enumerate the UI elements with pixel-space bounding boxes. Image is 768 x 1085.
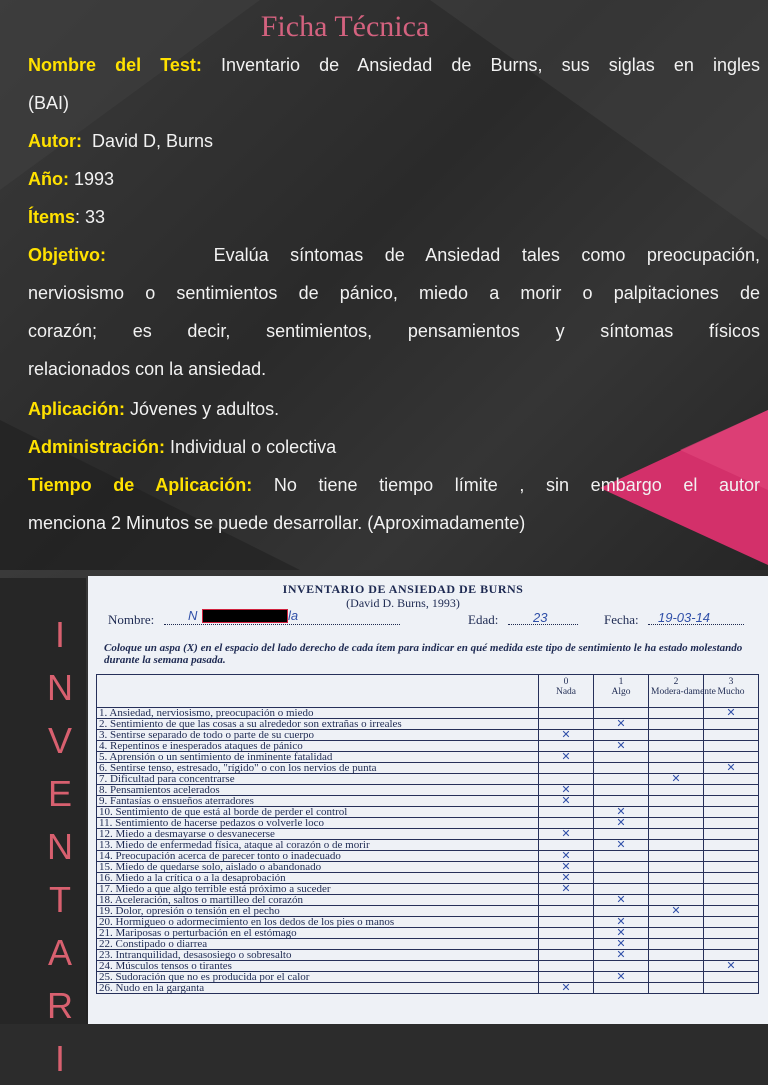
scanned-form xyxy=(88,576,768,1024)
answer-cell xyxy=(649,862,704,873)
field-author xyxy=(28,122,760,160)
item-text: 14. Preocupación acerca de parecer tonto o inadecuado xyxy=(97,851,539,862)
x-mark-icon: ✕ xyxy=(616,949,626,961)
answer-cell xyxy=(704,928,759,939)
answer-cell xyxy=(704,708,759,719)
answer-cell xyxy=(539,818,594,829)
answer-cell xyxy=(539,719,594,730)
table-row xyxy=(97,851,759,862)
field-items xyxy=(28,198,760,236)
item-text: 12. Miedo a desmayarse o desvanecerse xyxy=(97,829,539,840)
table-row xyxy=(97,884,759,895)
table-row xyxy=(97,796,759,807)
answer-cell xyxy=(539,972,594,983)
answer-cell xyxy=(539,895,594,906)
answer-cell xyxy=(594,719,649,730)
item-text: 3. Sentirse separado de todo o parte de su cuerpo xyxy=(97,730,539,741)
column-header xyxy=(649,675,716,708)
answer-cell xyxy=(649,807,704,818)
field-application-time xyxy=(28,466,760,542)
column-header xyxy=(594,675,649,708)
x-mark-icon: ✕ xyxy=(616,817,626,829)
column-label: Modera-damente xyxy=(651,687,716,697)
answer-cell xyxy=(539,950,594,961)
answer-cell xyxy=(649,961,704,972)
answer-cell xyxy=(539,840,594,851)
answer-cell xyxy=(649,917,704,928)
table-row xyxy=(97,928,759,939)
answer-cell xyxy=(649,873,704,884)
answer-cell xyxy=(594,829,649,840)
column-number: 1 xyxy=(618,677,624,687)
table-row xyxy=(97,950,759,961)
answer-cell xyxy=(649,983,704,994)
answer-cell xyxy=(649,730,704,741)
table-row xyxy=(97,961,759,972)
answer-cell xyxy=(704,763,759,774)
table-row xyxy=(97,829,759,840)
x-mark-icon: ✕ xyxy=(561,751,571,763)
x-mark-icon: ✕ xyxy=(561,729,571,741)
item-text: 9. Fantasías o ensueños aterradores xyxy=(97,796,539,807)
item-text: 11. Sentimiento de hacerse pedazos o volverle loco xyxy=(97,818,539,829)
answer-cell xyxy=(649,752,704,763)
x-mark-icon: ✕ xyxy=(561,850,571,862)
field-administration xyxy=(28,428,760,466)
column-number: 2 xyxy=(673,677,679,687)
answer-cell xyxy=(704,983,759,994)
answer-cell xyxy=(539,763,594,774)
x-mark-icon: ✕ xyxy=(561,872,571,884)
item-text: 20. Hormigueo o adormecimiento en los dedos de los pies o manos xyxy=(97,917,539,928)
answer-cell xyxy=(704,796,759,807)
items-value: : 33 xyxy=(75,207,106,227)
table-row xyxy=(97,862,759,873)
x-mark-icon: ✕ xyxy=(616,806,626,818)
objective-line2: nerviosismo o sentimientos de pánico, miedo a morir o palpitaciones de xyxy=(28,283,760,303)
answer-cell xyxy=(704,730,759,741)
answer-cell xyxy=(539,774,594,785)
answer-cell xyxy=(704,950,759,961)
item-text: 24. Músculos tensos o tirantes xyxy=(97,961,539,972)
answer-cell xyxy=(649,785,704,796)
answer-cell xyxy=(594,950,649,961)
name-label: Nombre: xyxy=(108,612,155,627)
answer-cell xyxy=(594,895,649,906)
x-mark-icon: ✕ xyxy=(561,861,571,873)
items-label: Ítems xyxy=(28,207,76,227)
answer-cell xyxy=(649,829,704,840)
answer-cell xyxy=(594,741,649,752)
x-mark-icon: ✕ xyxy=(616,938,626,950)
answer-cell xyxy=(539,906,594,917)
item-text: 5. Aprensión o un sentimiento de inminente fatalidad xyxy=(97,752,539,763)
answer-cell xyxy=(704,862,759,873)
vertical-letter: E xyxy=(47,773,72,814)
items-table xyxy=(96,674,759,994)
answer-cell xyxy=(594,796,649,807)
answer-cell xyxy=(594,928,649,939)
answer-cell xyxy=(649,884,704,895)
answer-cell xyxy=(594,939,649,950)
item-text: 17. Miedo a que algo terrible está próximo a suceder xyxy=(97,884,539,895)
answer-cell xyxy=(649,851,704,862)
answer-cell xyxy=(539,862,594,873)
column-header xyxy=(539,675,594,708)
x-mark-icon: ✕ xyxy=(561,784,571,796)
x-mark-icon: ✕ xyxy=(616,839,626,851)
answer-cell xyxy=(649,939,704,950)
answer-cell xyxy=(704,752,759,763)
name-value-end: la xyxy=(288,608,299,623)
item-text: 19. Dolor, opresión o tensión en el pecho xyxy=(97,906,539,917)
item-text: 18. Aceleración, saltos o martilleo del corazón xyxy=(97,895,539,906)
table-row xyxy=(97,741,759,752)
test-name-label: Nombre del Test: xyxy=(28,55,202,75)
answer-cell xyxy=(704,884,759,895)
table-row xyxy=(97,774,759,785)
answer-cell xyxy=(704,961,759,972)
form-instructions: Coloque un aspa (X) en el espacio del lado derecho de cada ítem para indicar en qué medida este tipo de sentimiento le ha estado molestando durante la semana pasada. xyxy=(104,642,743,666)
answer-cell xyxy=(594,851,649,862)
date-value: 19-03-14 xyxy=(658,610,711,625)
table-row xyxy=(97,730,759,741)
column-label: Mucho xyxy=(717,687,745,697)
x-mark-icon: ✕ xyxy=(671,773,681,785)
answer-cell xyxy=(704,774,759,785)
administration-value: Individual o colectiva xyxy=(170,437,337,457)
answer-cell xyxy=(649,895,704,906)
application-time-line1: No tiene tiempo límite , sin embargo el autor xyxy=(273,475,760,495)
answer-cell xyxy=(594,763,649,774)
table-row xyxy=(97,752,759,763)
vertical-letter: I xyxy=(54,1038,65,1079)
answer-cell xyxy=(539,917,594,928)
item-text: 7. Dificultad para concentrarse xyxy=(97,774,539,785)
answer-cell xyxy=(649,906,704,917)
item-text: 2. Sentimiento de que las cosas a su alrededor son extrañas o irreales xyxy=(97,719,539,730)
answer-cell xyxy=(704,807,759,818)
age-label: Edad: xyxy=(468,612,499,627)
table-row xyxy=(97,873,759,884)
answer-cell xyxy=(594,774,649,785)
objective-label: Objetivo: xyxy=(28,245,107,265)
table-row xyxy=(97,972,759,983)
items-table-body xyxy=(97,675,759,994)
answer-cell xyxy=(594,972,649,983)
item-text: 23. Intranquilidad, desasosiego o sobresalto xyxy=(97,950,539,961)
table-row xyxy=(97,807,759,818)
answer-cell xyxy=(539,796,594,807)
answer-cell xyxy=(649,972,704,983)
answer-cell xyxy=(539,851,594,862)
table-row xyxy=(97,719,759,730)
item-text: 25. Sudoración que no es producida por el calor xyxy=(97,972,539,983)
vertical-letter: N xyxy=(47,826,73,867)
answer-cell xyxy=(704,719,759,730)
field-objective xyxy=(28,236,760,388)
table-row xyxy=(97,939,759,950)
item-text: 16. Miedo a la crítica o a la desaprobación xyxy=(97,873,539,884)
table-header-row xyxy=(97,675,759,708)
vertical-letter: R xyxy=(47,985,73,1026)
answer-cell xyxy=(594,708,649,719)
table-row xyxy=(97,917,759,928)
answer-cell xyxy=(594,884,649,895)
answer-cell xyxy=(539,708,594,719)
item-text: 26. Nudo en la garganta xyxy=(97,983,539,994)
answer-cell xyxy=(594,730,649,741)
test-name-value-line2: (BAI) xyxy=(28,93,70,113)
application-label: Aplicación: xyxy=(28,399,126,419)
name-redaction xyxy=(202,609,288,623)
answer-cell xyxy=(539,741,594,752)
item-text: 10. Sentimiento de que está al borde de perder el control xyxy=(97,807,539,818)
form-title: INVENTARIO DE ANSIEDAD DE BURNS xyxy=(282,582,524,596)
answer-cell xyxy=(704,785,759,796)
answer-cell xyxy=(594,785,649,796)
answer-cell xyxy=(649,950,704,961)
answer-cell xyxy=(649,708,704,719)
answer-cell xyxy=(594,983,649,994)
administration-label: Administración: xyxy=(28,437,166,457)
x-mark-icon: ✕ xyxy=(561,828,571,840)
table-row xyxy=(97,818,759,829)
answer-cell xyxy=(594,906,649,917)
x-mark-icon: ✕ xyxy=(616,894,626,906)
x-mark-icon: ✕ xyxy=(726,960,736,972)
name-line xyxy=(164,624,400,625)
answer-cell xyxy=(649,774,704,785)
answer-cell xyxy=(704,840,759,851)
answer-cell xyxy=(539,829,594,840)
answer-cell xyxy=(704,829,759,840)
table-row xyxy=(97,895,759,906)
answer-cell xyxy=(704,906,759,917)
answer-cell xyxy=(649,928,704,939)
answer-cell xyxy=(704,939,759,950)
answer-cell xyxy=(704,917,759,928)
answer-cell xyxy=(539,807,594,818)
x-mark-icon: ✕ xyxy=(561,795,571,807)
item-text: 6. Sentirse tenso, estresado, "rígido" o con los nervios de punta xyxy=(97,763,539,774)
answer-cell xyxy=(704,818,759,829)
form-subtitle: (David D. Burns, 1993) xyxy=(346,596,460,610)
table-row xyxy=(97,763,759,774)
column-number: 0 xyxy=(563,677,569,687)
answer-cell xyxy=(539,730,594,741)
vertical-letter: I xyxy=(54,614,65,655)
item-text: 22. Constipado o diarrea xyxy=(97,939,539,950)
column-label: Algo xyxy=(611,687,631,697)
year-value: 1993 xyxy=(74,169,115,189)
x-mark-icon: ✕ xyxy=(726,762,736,774)
answer-cell xyxy=(594,752,649,763)
vertical-letter: A xyxy=(47,932,72,973)
vertical-word xyxy=(40,608,80,1085)
field-test-name xyxy=(28,46,760,122)
answer-cell xyxy=(704,972,759,983)
x-mark-icon: ✕ xyxy=(561,883,571,895)
field-year xyxy=(28,160,760,198)
vertical-letter: N xyxy=(47,667,73,708)
column-label: Nada xyxy=(555,687,577,697)
test-name-value-line1: Inventario de Ansiedad de Burns, sus siglas en ingles xyxy=(220,55,760,75)
table-row xyxy=(97,983,759,994)
answer-cell xyxy=(539,928,594,939)
answer-cell xyxy=(539,785,594,796)
year-label: Año: xyxy=(28,169,69,189)
answer-cell xyxy=(594,873,649,884)
x-mark-icon: ✕ xyxy=(561,982,571,994)
application-time-line2: menciona 2 Minutos se puede desarrollar. (Aproximadamente) xyxy=(28,513,526,533)
answer-cell xyxy=(649,719,704,730)
answer-cell xyxy=(539,752,594,763)
item-text: 8. Pensamientos acelerados xyxy=(97,785,539,796)
objective-line4: relacionados con la ansiedad. xyxy=(28,359,267,379)
answer-cell xyxy=(704,741,759,752)
age-value: 23 xyxy=(533,610,548,625)
objective-line3: corazón; es decir, sentimientos, pensamientos y síntomas físicos xyxy=(28,321,760,341)
answer-cell xyxy=(704,851,759,862)
answer-cell xyxy=(539,983,594,994)
name-value-start: N xyxy=(188,608,198,623)
column-number: 3 xyxy=(728,677,734,687)
answer-cell xyxy=(539,884,594,895)
answer-cell xyxy=(594,807,649,818)
answer-cell xyxy=(704,873,759,884)
answer-cell xyxy=(594,961,649,972)
table-row xyxy=(97,840,759,851)
answer-cell xyxy=(704,895,759,906)
table-row xyxy=(97,708,759,719)
application-value: Jóvenes y adultos. xyxy=(130,399,280,419)
item-text: 13. Miedo de enfermedad física, ataque al corazón o de morir xyxy=(97,840,539,851)
table-row xyxy=(97,785,759,796)
author-value: David D, Burns xyxy=(92,131,214,151)
answer-cell xyxy=(649,840,704,851)
x-mark-icon: ✕ xyxy=(616,916,626,928)
application-time-label: Tiempo de Aplicación: xyxy=(28,475,253,495)
field-application xyxy=(28,390,760,428)
x-mark-icon: ✕ xyxy=(616,740,626,752)
item-text: 1. Ansiedad, nerviosismo, preocupación o miedo xyxy=(97,708,539,719)
answer-cell xyxy=(649,796,704,807)
answer-cell xyxy=(594,818,649,829)
author-label: Autor: xyxy=(28,131,82,151)
date-label: Fecha: xyxy=(604,612,639,627)
item-text: 15. Miedo de quedarse solo, aislado o abandonado xyxy=(97,862,539,873)
answer-cell xyxy=(649,818,704,829)
header-blank xyxy=(97,675,539,708)
answer-cell xyxy=(594,840,649,851)
answer-cell xyxy=(649,741,704,752)
vertical-letter: T xyxy=(49,879,71,920)
answer-cell xyxy=(539,961,594,972)
item-text: 21. Mariposas o perturbación en el estómago xyxy=(97,928,539,939)
vertical-letter: V xyxy=(47,720,72,761)
x-mark-icon: ✕ xyxy=(616,971,626,983)
answer-cell xyxy=(594,862,649,873)
table-row xyxy=(97,906,759,917)
answer-cell xyxy=(539,939,594,950)
answer-cell xyxy=(649,763,704,774)
x-mark-icon: ✕ xyxy=(726,707,736,719)
item-text: 4. Repentinos e inesperados ataques de pánico xyxy=(97,741,539,752)
answer-cell xyxy=(594,917,649,928)
x-mark-icon: ✕ xyxy=(671,905,681,917)
slide-title: Ficha Técnica xyxy=(260,10,430,43)
answer-cell xyxy=(539,873,594,884)
x-mark-icon: ✕ xyxy=(616,927,626,939)
objective-line1: Evalúa síntomas de Ansiedad tales como preocupación, xyxy=(213,245,760,265)
x-mark-icon: ✕ xyxy=(616,718,626,730)
